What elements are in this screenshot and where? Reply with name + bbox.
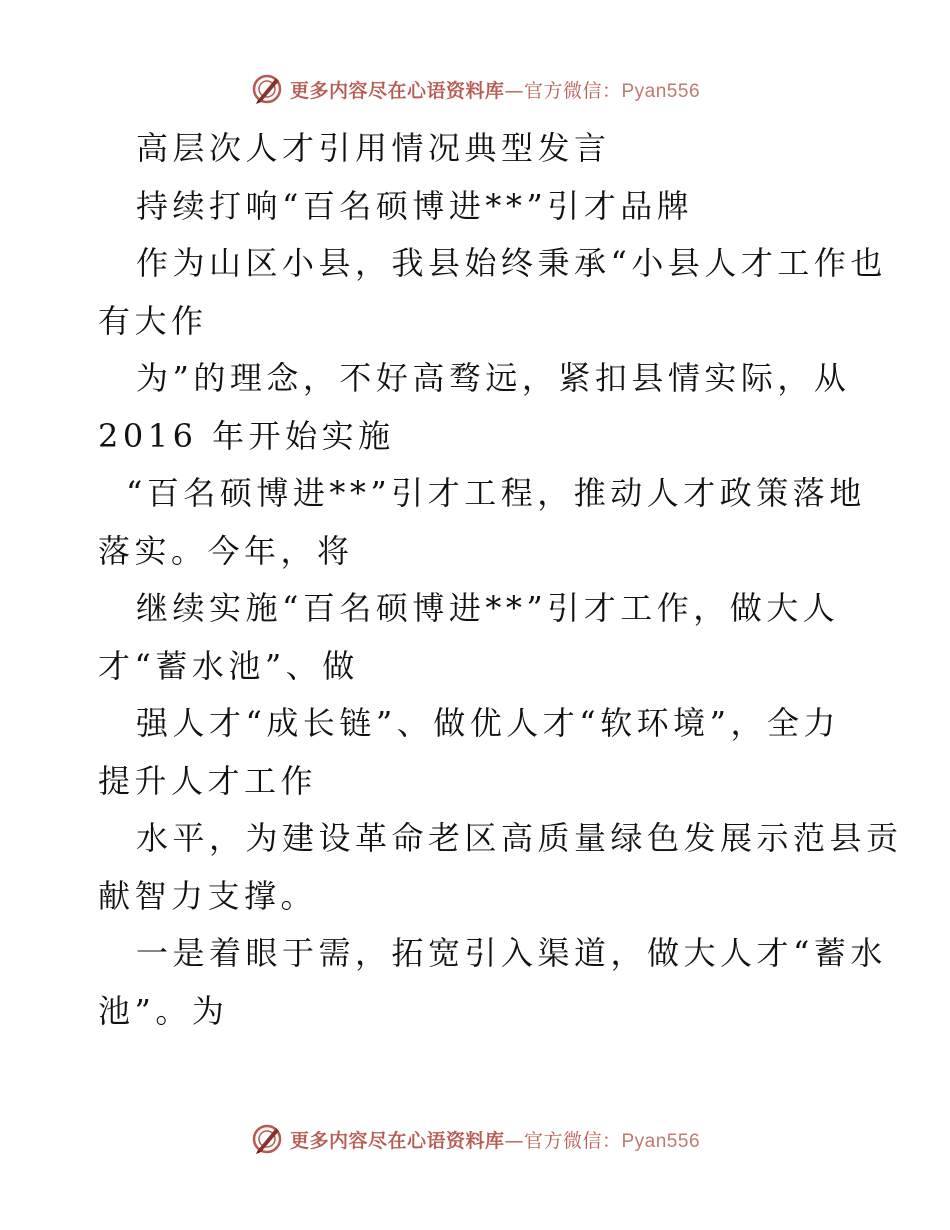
document-line: 提升人才工作: [98, 761, 318, 800]
watermark-dash: —: [504, 79, 524, 102]
document-line: 强人才“成长链”、做优人才“软环境”，全力: [136, 704, 840, 742]
document-line: 为”的理念，不好高骛远，紧扣县情实际，从: [136, 359, 851, 397]
document-line: 继续实施“百名硕博进**”引才工作，做大人: [136, 589, 840, 627]
header-watermark: [0, 72, 950, 106]
document-line: 有大作: [98, 301, 208, 340]
pen-circle-logo-icon: [250, 72, 284, 106]
watermark-text: [290, 1126, 700, 1153]
document-line: 落实。今年，将: [98, 531, 354, 570]
document-body: [98, 120, 903, 1040]
watermark-dash: —: [504, 1129, 524, 1152]
watermark-brand: 更多内容尽在心语资料库: [289, 79, 505, 102]
watermark-wechat-id: Pyan556: [621, 1130, 701, 1152]
document-line: 高层次人才引用情况典型发言: [136, 129, 611, 167]
document-line: 一是着眼于需，拓宽引入渠道，做大人才“蓄水: [136, 934, 887, 972]
watermark-wechat-label: 官方微信：: [523, 79, 622, 102]
document-line: 池”。为: [98, 991, 229, 1030]
watermark-wechat-label: 官方微信：: [523, 1129, 622, 1152]
document-line: 2016 年开始实施: [98, 416, 395, 455]
watermark-wechat-id: Pyan556: [621, 80, 701, 102]
document-line: 献智力支撑。: [98, 876, 318, 915]
pen-circle-logo-icon: [250, 1122, 284, 1156]
watermark-brand: 更多内容尽在心语资料库: [289, 1129, 505, 1152]
document-line: “百名硕博进**”引才工程，推动人才政策落地: [126, 474, 866, 512]
document-line: 持续打响“百名硕博进**”引才品牌: [136, 186, 694, 225]
document-line: 才“蓄水池”、做: [98, 646, 359, 685]
document-line: 作为山区小县，我县始终秉承“小县人才工作也: [136, 244, 887, 282]
watermark-text: [290, 76, 700, 103]
document-line: 水平，为建设革命老区高质量绿色发展示范县贡: [136, 819, 903, 857]
footer-watermark: [0, 1122, 950, 1156]
